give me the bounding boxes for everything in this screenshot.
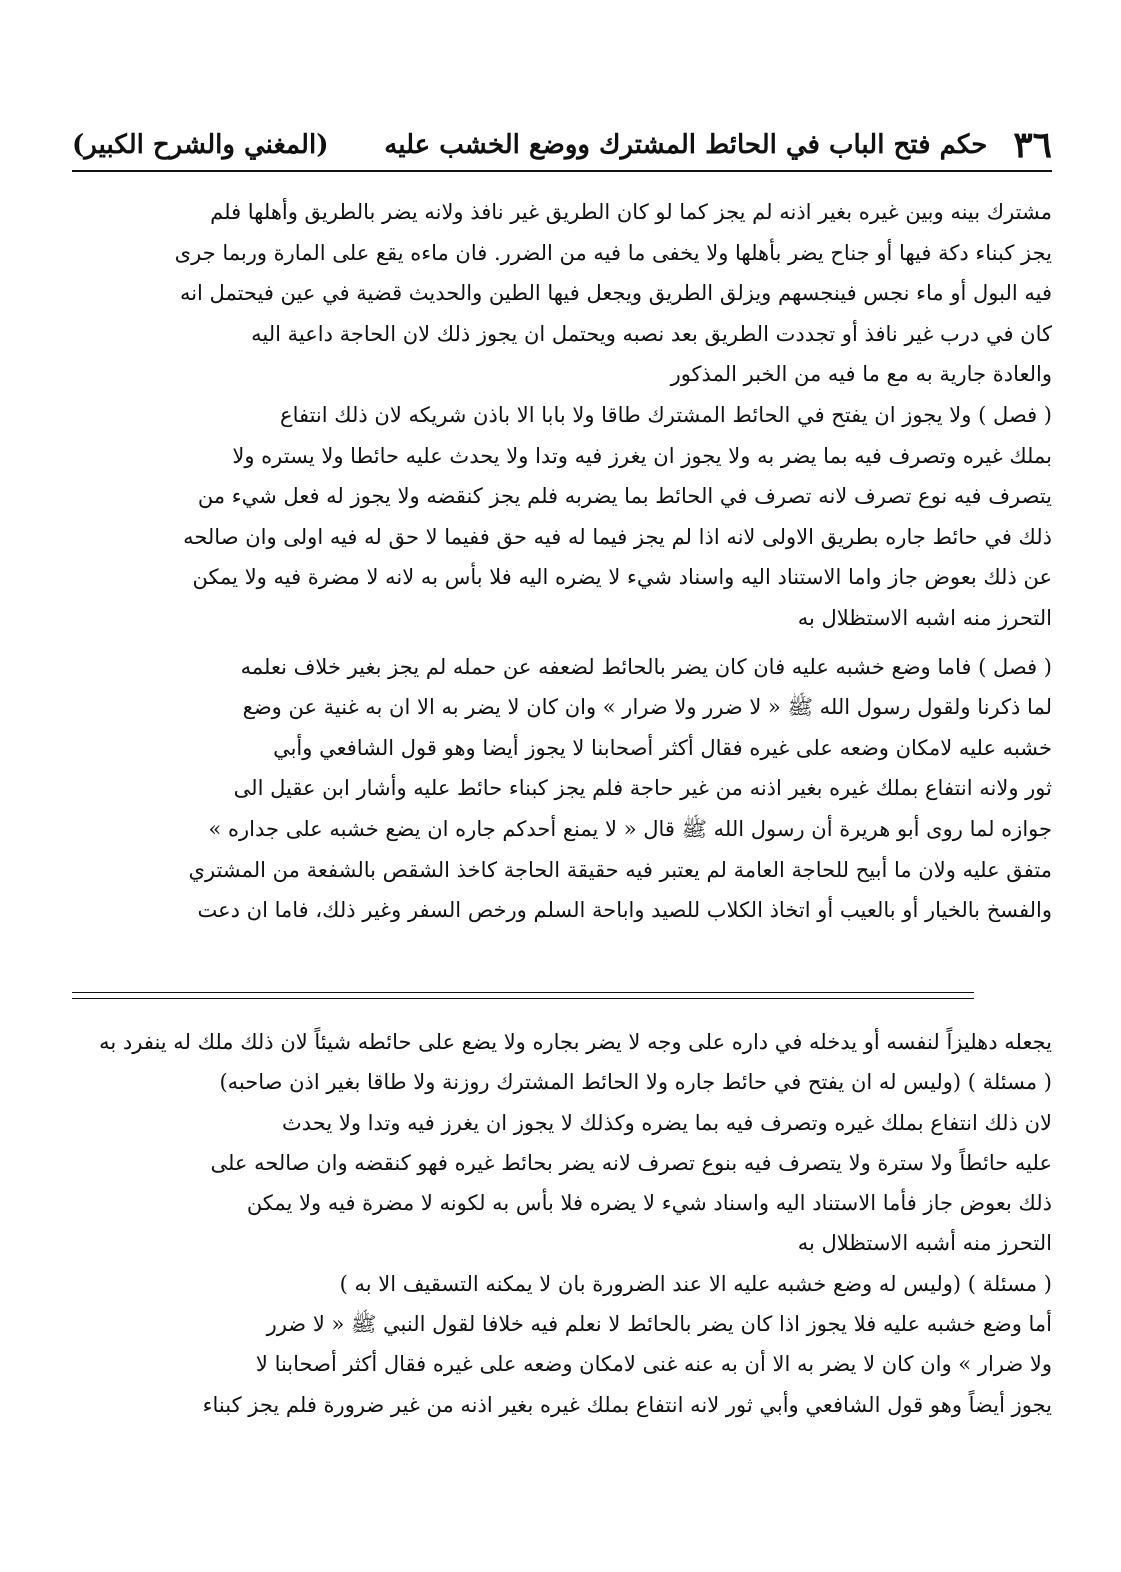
- header-rule: [72, 170, 1052, 172]
- masala-heading: ( مسئلة ) (وليس له وضع خشبه عليه الا عند الضرورة بان لا يمكنه التسقيف الا به ): [339, 1271, 1052, 1296]
- main-line: بملك غيره وتصرف فيه بما يضر به ولا يجوز ان يغرز فيه وتدا ولا يحدث عليه حائطا ولا يستره ولا: [232, 443, 1052, 468]
- main-line: والفسخ بالخيار أو بالعيب أو اتخاذ الكلاب للصيد واباحة السلم ورخص السفر وغير ذلك، فاما ان دعت: [197, 898, 1052, 923]
- main-line: عن ذلك بعوض جاز واما الاستناد اليه واسناد شيء لا يضره اليه فلا بأس به لانه لا مضرة فيه ولا يمكن: [192, 565, 1052, 590]
- main-line: والعادة جارية به مع ما فيه من الخبر المذكور: [670, 362, 1052, 387]
- commentary-line: عليه حائطاً ولا سترة ولا يتصرف فيه بنوع تصرف لانه يضر بحائط غيره فهو كنقضه وان صالحه على: [210, 1150, 1052, 1175]
- main-line: كان في درب غير نافذ أو تجددت الطريق بعد نصبه ويحتمل ان يجوز ذلك لان الحاجة داعية اليه: [251, 321, 1052, 346]
- main-line: يجز كبناء دكة فيها أو جناح يضر بأهلها ولا يخفى ما فيه من الضرر. فان ماءه يقع على المارة وربما جرى: [174, 240, 1052, 265]
- main-text: [72, 192, 1052, 931]
- main-line: جوازه لما روى أبو هريرة أن رسول الله ﷺ قال « لا يمنع أحدكم جاره ان يضع خشبه على جداره »: [208, 816, 1052, 841]
- main-line: متفق عليه ولان ما أبيح للحاجة العامة لم يعتبر فيه حقيقة الحاجة كاخذ الشقص بالشفعة من المشتري: [188, 857, 1052, 882]
- main-line: التحرز منه اشبه الاستظلال به: [797, 605, 1052, 630]
- running-title: حكم فتح الباب في الحائط المشترك ووضع الخشب عليه: [384, 130, 988, 160]
- main-line: ذلك في حائط جاره بطريق الاولى لانه اذا لم يجز فيما له فيه حق ففيما لا حق له فيه اولى وان صالحه: [183, 524, 1052, 549]
- page-number: ٣٦: [1013, 124, 1052, 166]
- commentary-line: التحرز منه أشبه الاستظلال به: [797, 1231, 1052, 1256]
- main-line: ( فصل ) ولا يجوز ان يفتح في الحائط المشترك طاقا ولا بابا الا باذن شريكه لان ذلك انتفاع: [280, 402, 1052, 427]
- commentary-line: يجعله دهليزاً لنفسه أو يدخله في داره على وجه لا يضر بجاره ولا يضع على حائطه شيئاً لان ذلك ملك له ينفرد به: [99, 1030, 1052, 1054]
- commentary-line: لان ذلك انتفاع بملك غيره وتصرف فيه بما يضره وكذلك لا يجوز ان يغرز فيه وتدا ولا يحدث: [281, 1110, 1052, 1135]
- commentary-text: [72, 1022, 1052, 1425]
- main-line: خشبه عليه لامكان وضعه على غيره فقال أكثر أصحابنا لا يجوز أيضا وهو قول الشافعي وأبي: [273, 735, 1052, 760]
- main-line: فيه البول أو ماء نجس فينجسهم ويزلق الطريق ويجعل فيها الطين والحديث قضية في عين فيحتمل انه: [179, 281, 1052, 306]
- main-line: يتصرف فيه نوع تصرف لانه تصرف في الحائط بما يضربه فلم يجز كنقضه ولا يجوز له فعل شيء من: [197, 484, 1052, 509]
- main-line: لما ذكرنا ولقول رسول الله ﷺ « لا ضرر ولا ضرار » وان كان لا يضر به الا ان به غنية عن وضع: [242, 695, 1052, 720]
- main-line: ثور ولانه انتفاع بملك غيره بغير اذنه من غير حاجة فلم يجز كبناء حائط عليه وأشار ابن عقيل الى: [233, 776, 1052, 801]
- commentary-line: أما وضع خشبه عليه فلا يجوز اذا كان يضر بالحائط لا نعلم فيه خلافا لقول النبي ﷺ « لا ضرر: [266, 1312, 1052, 1337]
- running-header: [72, 120, 1052, 170]
- main-line: ( فصل ) فاما وضع خشبه عليه فان كان يضر بالحائط لضعفه عن حمله لم يجز بغير خلاف نعلمه: [240, 654, 1052, 679]
- commentary-line: ذلك بعوض جاز فأما الاستناد اليه واسناد شيء لا يضره فلا بأس به لكونه لا مضرة فيه ولا يمكن: [246, 1191, 1052, 1216]
- paragraph-gap: [72, 639, 1052, 647]
- commentary-line: ولا ضرار » وان كان لا يضر به الا أن به عنه غنى لامكان وضعه على غيره فقال أكثر أصحابنا لا: [255, 1352, 1052, 1377]
- masala-heading: ( مسئلة ) (وليس له ان يفتح في حائط جاره ولا الحائط المشترك روزنة ولا طاقا بغير اذن صاحبه): [219, 1070, 1052, 1095]
- footnote-divider: [72, 992, 974, 999]
- book-title: (المغني والشرح الكبير): [72, 130, 329, 160]
- commentary-line: يجوز أيضاً وهو قول الشافعي وأبي ثور لانه انتفاع بملك غيره بغير اذنه من غير ضرورة فلم يجز كبناء: [202, 1392, 1052, 1417]
- main-line: مشترك بينه وبين غيره بغير اذنه لم يجز كما لو كان الطريق غير نافذ ولانه يضر بالطريق وأهلها فلم: [210, 200, 1052, 224]
